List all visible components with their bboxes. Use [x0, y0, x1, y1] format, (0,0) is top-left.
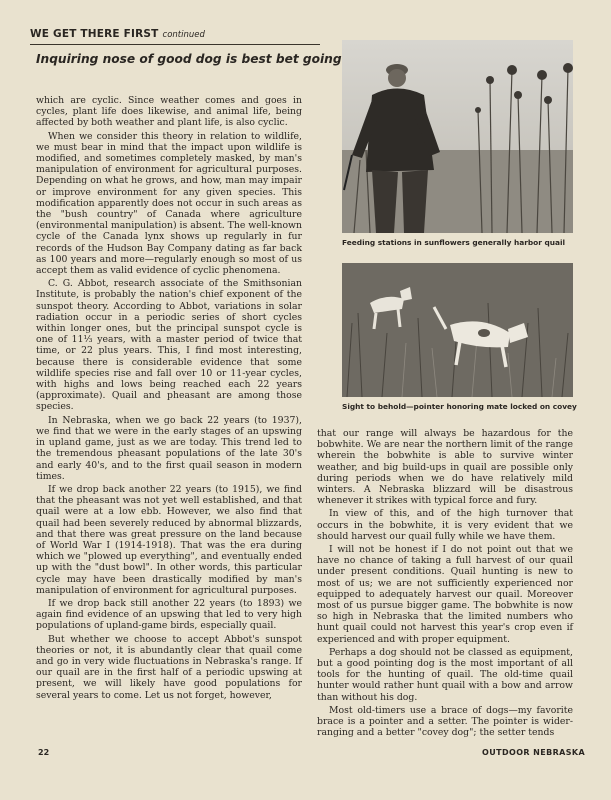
paragraph: Most old-timers use a brace of dogs—my favorite brace is a pointer and a setter. The pointer is wider-ranging and a better "covey dog"; the setter tends: [317, 704, 573, 739]
header-continued: continued: [162, 30, 205, 40]
photo-caption: Sight to behold—pointer honoring mate locked on covey: [342, 402, 577, 411]
left-text-column: [36, 95, 302, 703]
paragraph: C. G. Abbot, research associate of the Smithsonian Institute, is probably the nation's chief exponent of the sunspot theory. According to Abbot, variations in solar radiation occur in a periodic series of short cycles within longer ones, but the principal sunspot cycle is one of 11⅓ years, with a master period of twice that time, or 22 plus years. This, I find most interesting, because there is considerable evidence that some wildlife species rise and fall over 10 or 11-year cycles, with highs and lows being reached each 22 years (approximate). Quail and pheasant are among those species.: [36, 278, 302, 413]
magazine-name: OUTDOOR NEBRASKA: [482, 748, 586, 757]
paragraph: When we consider this theory in relation to wildlife, we must bear in mind that the impact upon wildlife is modified, and sometimes completely masked, by man's manipulation of environment for agricultural purposes. Depending on what he grows, and how, man may impair or improve environment for any given species. This modification apparently does not occur in such areas as the "bush country" of Canada where agriculture (environmental manipulation) is absent. The well-known cycle of the Canada lynx shows up regularly in fur records of the Hudson Bay Company dating as far back as 100 years and more—regularly enough so most of us accept them as valid evidence of cyclic phenomena.: [36, 130, 302, 277]
paragraph: In Nebraska, when we go back 22 years (to 1937), we find that we were in the early stages of an upswing in upland game, just as we are today. This trend led to the tremendous pheasant populations of the late 30's and early 40's, and to the first quail season in modern times.: [36, 414, 302, 482]
photo-pointer-dogs: [342, 263, 573, 397]
header-title: WE GET THERE FIRST: [30, 28, 159, 40]
paragraph: If we drop back still another 22 years (to 1893) we again find evidence of an upswing that led to very high populations of upland-game birds, especially quail.: [36, 597, 302, 632]
paragraph: which are cyclic. Since weather comes and goes in cycles, plant life does likewise, and animal life, being affected by both weather and plant life, is also cyclic.: [36, 95, 302, 129]
photo-hunter-in-sunflowers: [342, 40, 573, 233]
paragraph: that our range will always be hazardous for the bobwhite. We are near the northern limit of the range wherein the bobwhite is able to survive winter weather, and big build-ups in quail are possible only during periods when we do have relatively mild winters. A Nebraska blizzard will be disastrous whenever it strikes with typical force and fury.: [317, 428, 573, 507]
paragraph: In view of this, and of the high turnover that occurs in the bobwhite, it is very evident that we should harvest our quail fully while we have them.: [317, 508, 573, 542]
page-number: 22: [38, 748, 50, 757]
right-text-column: [317, 428, 573, 740]
running-header: [30, 22, 320, 45]
paragraph: Perhaps a dog should not be classed as equipment, but a good pointing dog is the most important of all tools for the hunting of quail. The old-time quail hunter would rather hunt quail with a bow and arrow than without his dog.: [317, 646, 573, 703]
paragraph: I will not be honest if I do not point out that we have no chance of taking a full harvest of our quail under present conditions. Quail hunting is new to most of us; we are not sufficiently experienced nor equipped to adequately harvest our quail. Moreover most of us pursue bigger game. The bobwhite is now so high in Nebraska that the limited numbers who hunt quail could not harvest this year's crop even if experienced and with proper equipment.: [317, 544, 573, 645]
paragraph: But whether we choose to accept Abbot's sunspot theories or not, it is abundantly clear that quail come and go in very wide fluctuations in Nebraska's range. If our quail are in the first half of a periodic upswing at present, we will likely have good populations for several years to come. Let us not forget, however,: [36, 633, 302, 701]
paragraph: If we drop back another 22 years (to 1915), we find that the pheasant was not yet well established, and that quail were at a low ebb. However, we also find that quail had been severely reduced by abnormal blizzards, and that there was great pressure on the land because of World War I (1914-1918). That was the era during which we "plowed up everything", and eventually ended up with the "dust bowl". In other words, this particular cycle may have been drastically modified by man's manipulation of environment for agricultural purposes.: [36, 483, 302, 596]
article-subhead: Inquiring nose of good dog is best bet going: [36, 52, 342, 66]
photo-caption: Feeding stations in sunflowers generally harbor quail: [342, 238, 566, 247]
